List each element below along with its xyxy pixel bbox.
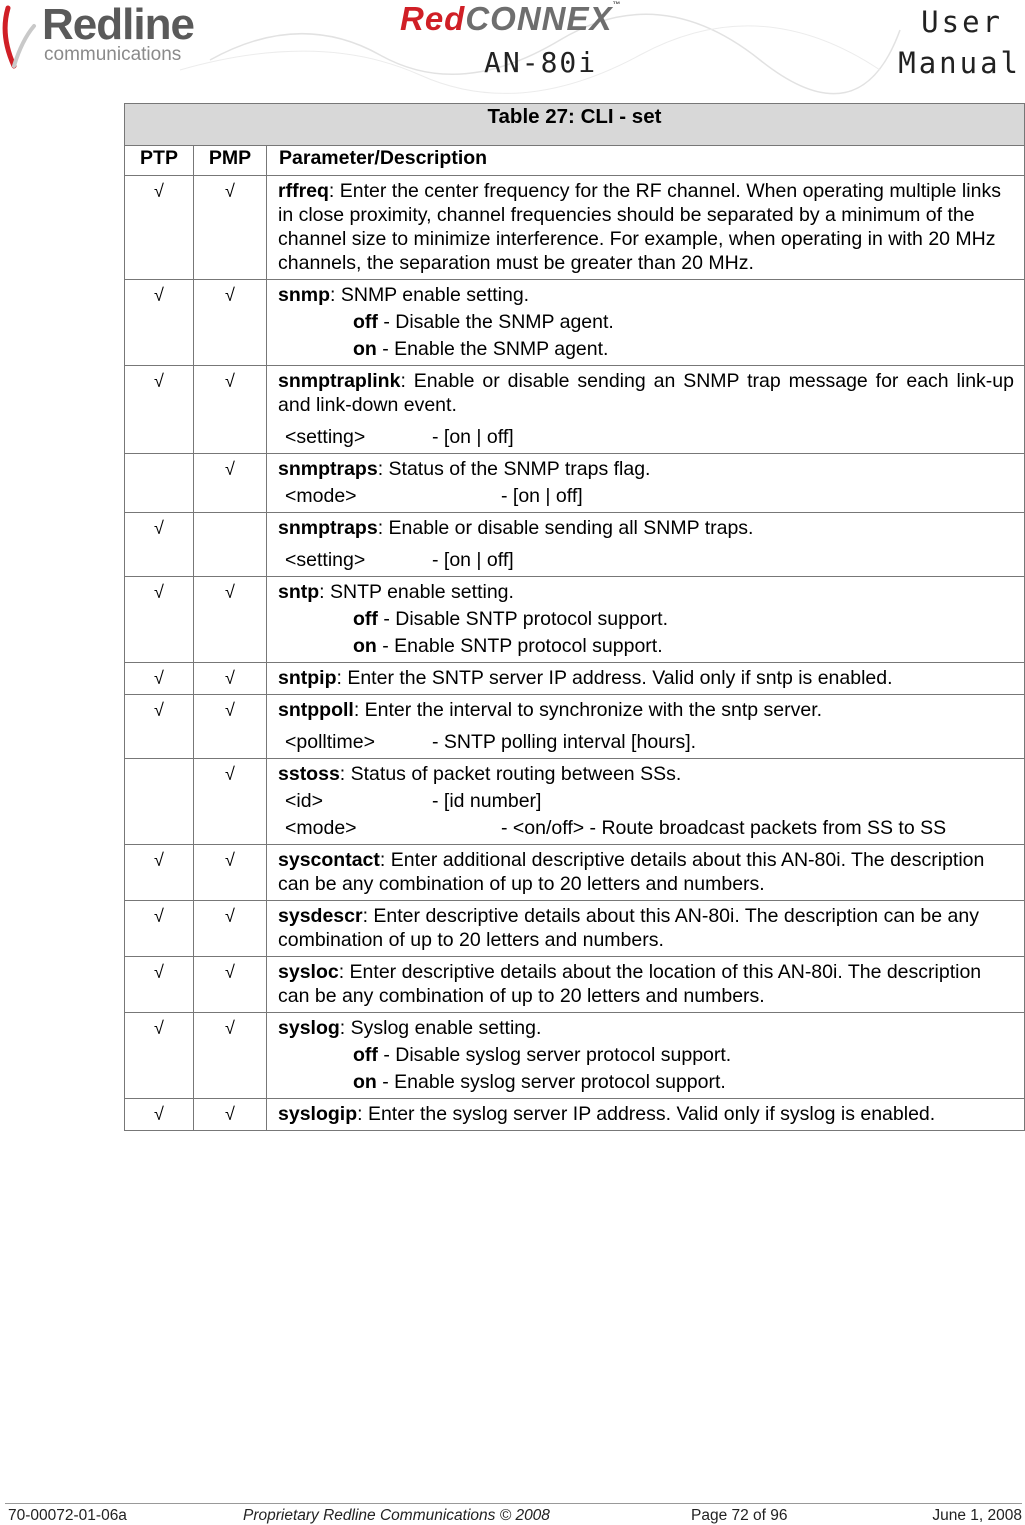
parameter-text: : SNMP enable setting. — [330, 284, 530, 306]
footer-doc-number: 70-00072-01-06a — [8, 1507, 127, 1524]
parameter-text: : Enable or disable sending all SNMP traps. — [377, 517, 754, 539]
ptp-check: √ — [125, 513, 194, 577]
pmp-check: √ — [194, 280, 267, 366]
ptp-check: √ — [125, 695, 194, 759]
ptp-check: √ — [125, 280, 194, 366]
parameter-name: snmp — [278, 284, 331, 306]
pmp-check: √ — [194, 759, 267, 845]
table-row — [125, 695, 1025, 759]
parameter-description — [267, 957, 1025, 1013]
column-header-ptp: PTP — [125, 146, 194, 176]
redconnex-logo — [400, 0, 622, 40]
ptp-check: √ — [125, 1013, 194, 1099]
parameter-description — [267, 845, 1025, 901]
redline-logo-word: Redline — [42, 0, 194, 49]
pmp-check: √ — [194, 901, 267, 957]
trademark-mark: ™ — [612, 0, 622, 9]
pmp-check: √ — [194, 845, 267, 901]
parameter-description — [267, 513, 1025, 577]
table-caption-row — [125, 104, 1025, 146]
parameter-name: rffreq — [278, 180, 329, 202]
parameter-description — [267, 1099, 1025, 1131]
table-caption: Table 27: CLI - set — [125, 104, 1025, 146]
parameter-name: sntpip — [278, 667, 337, 689]
parameter-text: : Enter descriptive details about this AN-80i. The description can be any combination of up to 20 letters and numbers. — [278, 905, 979, 951]
column-header-description: Parameter/Description — [267, 146, 1025, 176]
parameter-name: syscontact — [278, 849, 380, 871]
footer-date: June 1, 2008 — [932, 1507, 1022, 1524]
ptp-check: √ — [125, 901, 194, 957]
ptp-check: √ — [125, 366, 194, 454]
pmp-check: √ — [194, 957, 267, 1013]
parameter-description — [267, 577, 1025, 663]
option-text: - Disable the SNMP agent. — [377, 311, 614, 333]
parameter-description — [267, 366, 1025, 454]
redconnex-logo-grey: CONNEX — [465, 0, 613, 37]
table-row — [125, 513, 1025, 577]
parameter-text: : Enter additional descriptive details about this AN-80i. The description can be any combination of up to 20 letters and numbers. — [278, 849, 985, 895]
parameter-description — [267, 280, 1025, 366]
parameter-text: : Enable or disable sending an SNMP trap message for each link-up and link-down event. — [278, 370, 1014, 416]
argument-value: - [on | off] — [501, 485, 583, 507]
parameter-text: : Enter the interval to synchronize with the sntp server. — [353, 699, 823, 721]
table-row — [125, 577, 1025, 663]
argument-key: <mode> — [285, 817, 357, 839]
pmp-check: √ — [194, 1013, 267, 1099]
parameter-description — [267, 663, 1025, 695]
pmp-check: √ — [194, 695, 267, 759]
option-key: off — [353, 311, 378, 333]
argument-key: <setting> — [285, 549, 366, 571]
pmp-check: √ — [194, 577, 267, 663]
redline-logo-sub: communications — [44, 44, 182, 65]
footer-divider — [5, 1503, 1022, 1504]
parameter-description — [267, 454, 1025, 513]
document-type-line2: Manual — [898, 46, 1021, 80]
ptp-check: √ — [125, 957, 194, 1013]
option-key: off — [353, 608, 378, 630]
pmp-check-empty — [194, 513, 267, 577]
parameter-description — [267, 695, 1025, 759]
table-row — [125, 957, 1025, 1013]
document-type-line1: User — [921, 5, 1003, 39]
parameter-text: : Enter descriptive details about the location of this AN-80i. The description can be any combination of up to 20 letters and numbers. — [278, 961, 982, 1007]
argument-key: <setting> — [285, 426, 366, 448]
option-text: - Enable SNTP protocol support. — [376, 635, 663, 657]
option-key: on — [353, 338, 377, 360]
parameter-text: : Enter the syslog server IP address. Valid only if syslog is enabled. — [357, 1103, 936, 1125]
table-row — [125, 280, 1025, 366]
option-text: - Enable the SNMP agent. — [376, 338, 609, 360]
parameter-name: sntp — [278, 581, 320, 603]
footer-page-number: Page 72 of 96 — [691, 1507, 788, 1524]
argument-value: - [on | off] — [432, 426, 514, 448]
column-header-pmp: PMP — [194, 146, 267, 176]
parameter-name: sntppoll — [278, 699, 354, 721]
redline-logo — [0, 0, 215, 80]
parameter-name: syslogip — [278, 1103, 358, 1125]
parameter-text: : Status of the SNMP traps flag. — [377, 458, 651, 480]
argument-value: - SNTP polling interval [hours]. — [432, 731, 697, 753]
ptp-check: √ — [125, 663, 194, 695]
parameter-name: snmptraps — [278, 458, 378, 480]
table-row — [125, 366, 1025, 454]
parameter-description — [267, 176, 1025, 280]
parameter-name: snmptraps — [278, 517, 378, 539]
table-header-row — [125, 146, 1025, 176]
parameter-name: snmptraplink — [278, 370, 401, 392]
product-model: AN-80i — [484, 46, 598, 79]
parameter-text: : Status of packet routing between SSs. — [339, 763, 682, 785]
parameter-name: sstoss — [278, 763, 340, 785]
pmp-check: √ — [194, 663, 267, 695]
option-key: on — [353, 1071, 377, 1093]
parameter-description — [267, 759, 1025, 845]
parameter-name: syslog — [278, 1017, 340, 1039]
ptp-check-empty — [125, 759, 194, 845]
ptp-check: √ — [125, 1099, 194, 1131]
argument-value: - [on | off] — [432, 549, 514, 571]
pmp-check: √ — [194, 366, 267, 454]
parameter-text: : Enter the center frequency for the RF channel. When operating multiple links in close proximity, channel frequencies should be separated by a minimum of the channel size to minimize interference. For example, when operating in with 20 MHz channels, the separation must be greater than 20 MHz. — [278, 180, 1001, 274]
page-header — [0, 0, 1025, 95]
pmp-check: √ — [194, 454, 267, 513]
table-row — [125, 1099, 1025, 1131]
parameter-description — [267, 1013, 1025, 1099]
ptp-check: √ — [125, 845, 194, 901]
table-row — [125, 901, 1025, 957]
argument-key: <id> — [285, 790, 323, 812]
option-text: - Disable SNTP protocol support. — [377, 608, 669, 630]
table-row — [125, 845, 1025, 901]
parameter-text: : SNTP enable setting. — [319, 581, 514, 603]
pmp-check: √ — [194, 1099, 267, 1131]
table-row — [125, 663, 1025, 695]
parameter-description — [267, 901, 1025, 957]
table-row — [125, 454, 1025, 513]
option-text: - Disable syslog server protocol support. — [377, 1044, 732, 1066]
footer-copyright: Proprietary Redline Communications © 2008 — [243, 1507, 550, 1524]
parameter-name: sysdescr — [278, 905, 363, 927]
redconnex-logo-red: Red — [400, 0, 466, 37]
parameter-text: : Syslog enable setting. — [339, 1017, 542, 1039]
argument-key: <polltime> — [285, 731, 375, 753]
parameter-text: : Enter the SNTP server IP address. Valid only if sntp is enabled. — [336, 667, 893, 689]
table-row — [125, 759, 1025, 845]
ptp-check: √ — [125, 176, 194, 280]
parameter-name: sysloc — [278, 961, 339, 983]
ptp-check-empty — [125, 454, 194, 513]
document-type — [881, 2, 1021, 84]
option-key: off — [353, 1044, 378, 1066]
table-row — [125, 176, 1025, 280]
argument-value: - <on/off> - Route broadcast packets from SS to SS — [501, 817, 947, 839]
cli-set-table — [124, 103, 1025, 1131]
option-text: - Enable syslog server protocol support. — [376, 1071, 726, 1093]
ptp-check: √ — [125, 577, 194, 663]
table-row — [125, 1013, 1025, 1099]
option-key: on — [353, 635, 377, 657]
pmp-check: √ — [194, 176, 267, 280]
argument-key: <mode> — [285, 485, 357, 507]
argument-value: - [id number] — [432, 790, 542, 812]
